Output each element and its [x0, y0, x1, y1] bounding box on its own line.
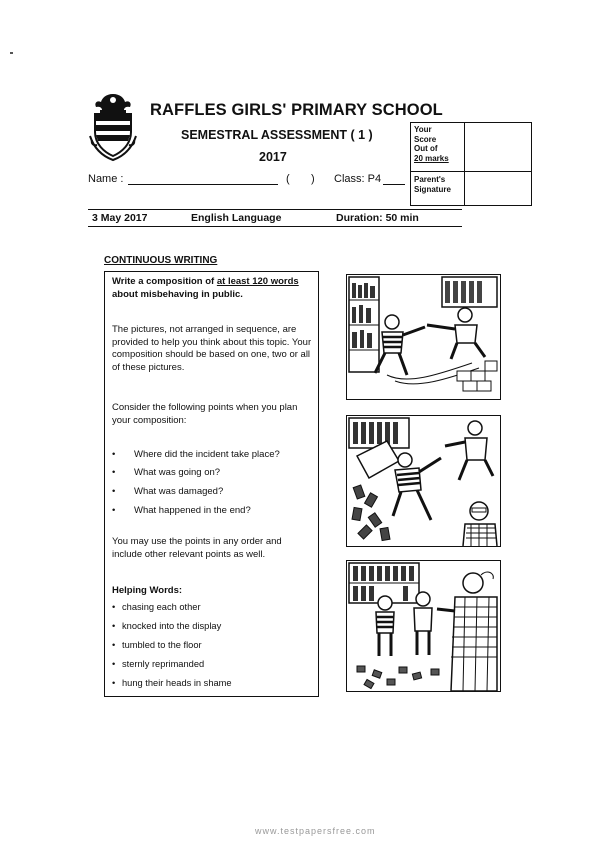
footer-watermark: www.testpapersfree.com: [255, 826, 376, 836]
guide-question: • What happened in the end?: [112, 505, 251, 516]
helping-word: • knocked into the display: [112, 621, 222, 631]
parent-signature-label: Parent's Signature: [414, 175, 451, 194]
assessment-title: SEMESTRAL ASSESSMENT ( 1 ): [181, 128, 373, 142]
name-field-line[interactable]: [128, 184, 278, 185]
index-number-paren-open: (: [286, 173, 290, 185]
picture-reprimanded: [346, 560, 501, 692]
helping-word: • chasing each other: [112, 602, 201, 612]
instructions-box: [104, 271, 319, 697]
picture-display-knocked: [346, 415, 501, 547]
guide-question: • Where did the incident take place?: [112, 449, 280, 460]
helping-word: • tumbled to the floor: [112, 640, 202, 650]
class-label: Class: P4: [334, 173, 382, 185]
name-label: Name :: [88, 173, 124, 185]
consider-paragraph: Consider the following points when you plan your composition:: [112, 402, 298, 426]
class-field-line[interactable]: [383, 184, 405, 185]
helping-words-title: Helping Words:: [112, 585, 183, 596]
exam-duration: Duration: 50 min: [336, 212, 419, 224]
exam-date: 3 May 2017: [92, 212, 148, 224]
section-title: CONTINUOUS WRITING: [104, 255, 218, 266]
assessment-year: 2017: [259, 150, 287, 164]
guide-question: • What was damaged?: [112, 486, 224, 497]
picture-chasing: [346, 274, 501, 400]
guide-question: • What was going on?: [112, 467, 221, 478]
score-label: Your Score Out of 20 marks: [414, 125, 449, 163]
exam-subject: English Language: [191, 212, 282, 224]
info-rule-top: [88, 209, 462, 210]
helping-word: • sternly reprimanded: [112, 659, 205, 669]
scan-speck: [10, 52, 13, 54]
helping-word: • hung their heads in shame: [112, 678, 232, 688]
pictures-paragraph: The pictures, not arranged in sequence, are provided to help you think about this topic. Your composition should be based on one, two or all of these pictures.: [112, 324, 312, 373]
info-rule-bottom: [88, 226, 462, 227]
index-number-paren-close: ): [311, 173, 315, 185]
school-crest-logo: [88, 92, 138, 162]
use-points-paragraph: You may use the points in any order and include other relevant points as well.: [112, 536, 282, 560]
task-intro: Write a composition of at least 120 words about misbehaving in public.: [112, 276, 299, 300]
score-box: [410, 122, 532, 206]
school-name: RAFFLES GIRLS' PRIMARY SCHOOL: [150, 101, 443, 119]
